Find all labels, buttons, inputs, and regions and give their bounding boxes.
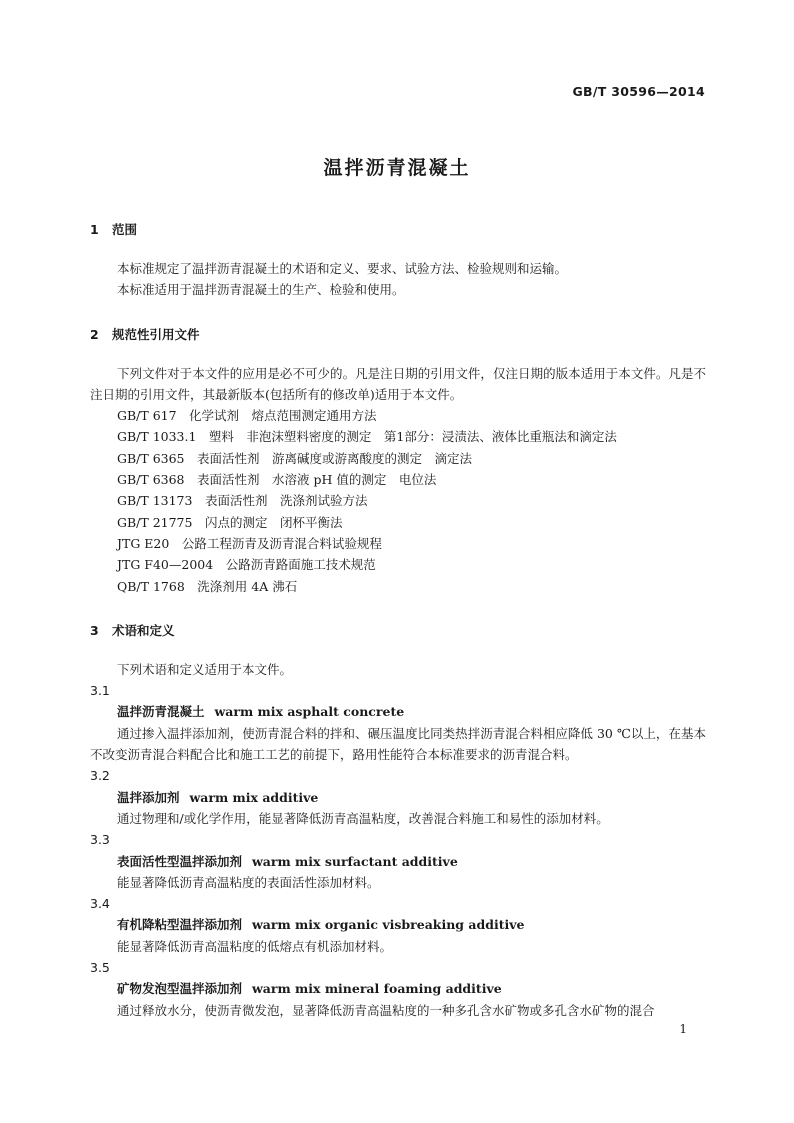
section-title: 术语和定义 bbox=[112, 622, 175, 638]
term-definition: 能显著降低沥青高温粘度的低熔点有机添加材料。 bbox=[117, 938, 393, 954]
term-name-zh: 表面活性型温拌添加剂 bbox=[117, 853, 243, 869]
term-name bbox=[90, 851, 706, 872]
section-number: 2 bbox=[90, 326, 99, 342]
term-name-en: warm mix organic visbreaking additive bbox=[252, 917, 525, 933]
section-title: 规范性引用文件 bbox=[112, 326, 200, 342]
term-definition: 通过释放水分，使沥青微发泡，显著降低沥青高温粘度的一种多孔含水矿物或多孔含水矿物的混合 bbox=[117, 1002, 655, 1018]
term-name-en: warm mix asphalt concrete bbox=[214, 704, 405, 720]
term-name-en: warm mix mineral foaming additive bbox=[252, 981, 502, 997]
term-number: 3.1 bbox=[90, 683, 110, 699]
term-name bbox=[90, 787, 706, 808]
term-name-en: warm mix surfactant additive bbox=[252, 853, 458, 869]
reference-item: GB/T 1033.1 塑料 非泡沫塑料密度的测定 第1部分：浸渍法、液体比重瓶法和滴定法 bbox=[117, 429, 617, 445]
standard-code: GB/T 30596—2014 bbox=[572, 84, 705, 99]
document-title: 温拌沥青混凝土 bbox=[323, 157, 471, 179]
paragraph: 下列文件对于本文件的应用是必不可少的。凡是注日期的引用文件，仅注日期的版本适用于本文件。凡是不注日期的引用文件，其最新版本(包括所有的修改单)适用于本文件。 bbox=[90, 365, 706, 402]
term-name bbox=[90, 978, 706, 999]
term-number: 3.4 bbox=[90, 896, 110, 912]
reference-item: GB/T 6365 表面活性剂 游离碱度或游离酸度的测定 滴定法 bbox=[117, 450, 473, 466]
reference-item: GB/T 6368 表面活性剂 水溶液 pH 值的测定 电位法 bbox=[117, 472, 437, 488]
paragraph: 下列术语和定义适用于本文件。 bbox=[117, 661, 293, 677]
reference-item: QB/T 1768 洗涤剂用 4A 沸石 bbox=[117, 578, 298, 594]
term-name-zh: 有机降粘型温拌添加剂 bbox=[117, 917, 243, 933]
term-name-zh: 温拌沥青混凝土 bbox=[117, 704, 205, 720]
section-number: 3 bbox=[90, 622, 99, 638]
term-name-zh: 矿物发泡型温拌添加剂 bbox=[117, 981, 243, 997]
term-number: 3.3 bbox=[90, 832, 110, 848]
reference-item: JTG F40—2004 公路沥青路面施工技术规范 bbox=[117, 557, 376, 573]
reference-item: GB/T 21775 闪点的测定 闭杯平衡法 bbox=[117, 514, 343, 530]
term-number: 3.5 bbox=[90, 960, 110, 976]
term-name-zh: 温拌添加剂 bbox=[117, 789, 180, 805]
reference-item: GB/T 617 化学试剂 熔点范围测定通用方法 bbox=[117, 408, 377, 424]
term-definition: 能显著降低沥青高温粘度的表面活性添加材料。 bbox=[117, 874, 380, 890]
reference-item: JTG E20 公路工程沥青及沥青混合料试验规程 bbox=[117, 535, 382, 551]
section-heading-references bbox=[90, 325, 706, 345]
section-title: 范围 bbox=[112, 222, 138, 237]
page-number: 1 bbox=[679, 1022, 687, 1036]
term-name bbox=[90, 914, 706, 935]
term-name bbox=[90, 701, 706, 722]
term-definition: 通过物理和/或化学作用，能显著降低沥青高温粘度，改善混合料施工和易性的添加材料。 bbox=[117, 810, 609, 826]
term-name-en: warm mix additive bbox=[189, 789, 319, 805]
term-number: 3.2 bbox=[90, 768, 110, 784]
paragraph: 本标准适用于温拌沥青混凝土的生产、检验和使用。 bbox=[117, 282, 405, 298]
section-heading-terms bbox=[90, 621, 706, 641]
section-heading-scope bbox=[90, 220, 706, 240]
document-body bbox=[90, 220, 706, 1021]
section-number: 1 bbox=[90, 222, 99, 237]
reference-item: GB/T 13173 表面活性剂 洗涤剂试验方法 bbox=[117, 493, 368, 509]
paragraph: 本标准规定了温拌沥青混凝土的术语和定义、要求、试验方法、检验规则和运输。 bbox=[117, 261, 568, 276]
term-definition: 通过掺入温拌添加剂，使沥青混合料的拌和、碾压温度比同类热拌沥青混合料相应降低 30 ℃以上，在基本不改变沥青混合料配合比和施工工艺的前提下，路用性能符合本标准要求的沥青混合料。 bbox=[90, 725, 706, 763]
